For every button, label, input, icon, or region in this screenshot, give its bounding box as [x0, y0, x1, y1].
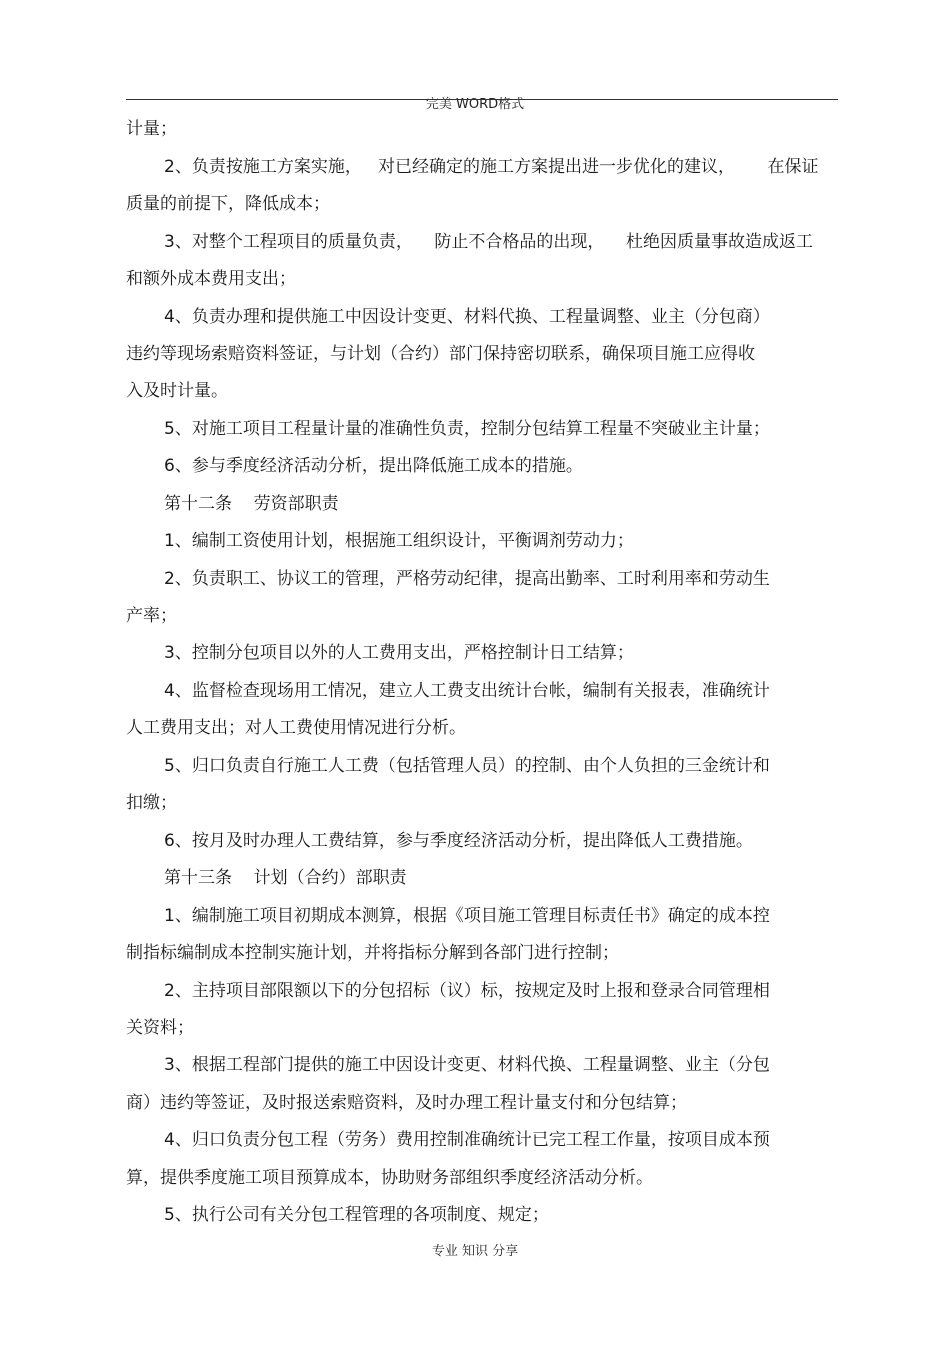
text-line: 3、根据工程部门提供的施工中因设计变更、材料代换、工程量调整、业主（分包	[164, 1055, 770, 1075]
text-line: 商）违约等签证，及时报送索赔资料，及时办理工程计量支付和分包结算；	[126, 1093, 687, 1113]
text-line: 扣缴；	[126, 793, 177, 813]
text-line: 5、归口负责自行施工人工费（包括管理人员）的控制、由个人负担的三金统计和	[164, 756, 770, 776]
section-heading: 第十二条 劳资部职责	[164, 494, 339, 514]
text-line: 3、对整个工程项目的质量负责， 防止不合格品的出现， 杜绝因质量事故造成返工	[164, 232, 814, 252]
page-footer: 专业 知识 分享	[431, 1244, 519, 1259]
text-line: 制指标编制成本控制实施计划，并将指标分解到各部门进行控制；	[126, 943, 619, 963]
text-line: 6、参与季度经济活动分析，提出降低施工成本的措施。	[164, 456, 583, 476]
text-line: 和额外成本费用支出；	[126, 269, 296, 289]
text-line: 2、负责职工、协议工的管理，严格劳动纪律，提高出勤率、工时利用率和劳动生	[164, 569, 770, 589]
text-line: 3、控制分包项目以外的人工费用支出，严格控制计日工结算；	[164, 643, 634, 663]
text-line: 入及时计量。	[126, 381, 228, 401]
text-line: 6、按月及时办理人工费结算，参与季度经济活动分析，提出降低人工费措施。	[164, 831, 753, 851]
text-line: 2、主持项目部限额以下的分包招标（议）标，按规定及时上报和登录合同管理相	[164, 981, 770, 1001]
text-line: 1、编制工资使用计划，根据施工组织设计，平衡调剂劳动力；	[164, 531, 634, 551]
text-line: 4、归口负责分包工程（劳务）费用控制准确统计已完工程工作量，按项目成本预	[164, 1130, 770, 1150]
text-line: 质量的前提下，降低成本；	[126, 194, 330, 214]
text-line: 1、编制施工项目初期成本测算，根据《项目施工管理目标责任书》确定的成本控	[164, 906, 770, 926]
section-heading: 第十三条 计划（合约）部职责	[164, 868, 407, 888]
text-line: 4、监督检查现场用工情况，建立人工费支出统计台帐，编制有关报表，准确统计	[164, 681, 770, 701]
text-line: 算，提供季度施工项目预算成本，协助财务部组织季度经济活动分析。	[126, 1168, 653, 1188]
text-line: 人工费用支出；对人工费使用情况进行分析。	[126, 718, 466, 738]
text-line: 2、负责按施工方案实施， 对已经确定的施工方案提出进一步优化的建议， 在保证	[164, 157, 819, 177]
text-line: 违约等现场索赔资料签证，与计划（合约）部门保持密切联系，确保项目施工应得收	[126, 344, 755, 364]
text-line: 计量；	[126, 119, 177, 139]
text-line: 4、负责办理和提供施工中因设计变更、材料代换、工程量调整、业主（分包商）	[164, 307, 770, 327]
text-line: 5、对施工项目工程量计量的准确性负责，控制分包结算工程量不突破业主计量；	[164, 419, 770, 439]
text-line: 关资料；	[126, 1018, 194, 1038]
page-header: 完美 WORD格式	[425, 97, 525, 112]
text-line: 5、执行公司有关分包工程管理的各项制度、规定；	[164, 1205, 549, 1225]
text-line: 产率；	[126, 606, 177, 626]
